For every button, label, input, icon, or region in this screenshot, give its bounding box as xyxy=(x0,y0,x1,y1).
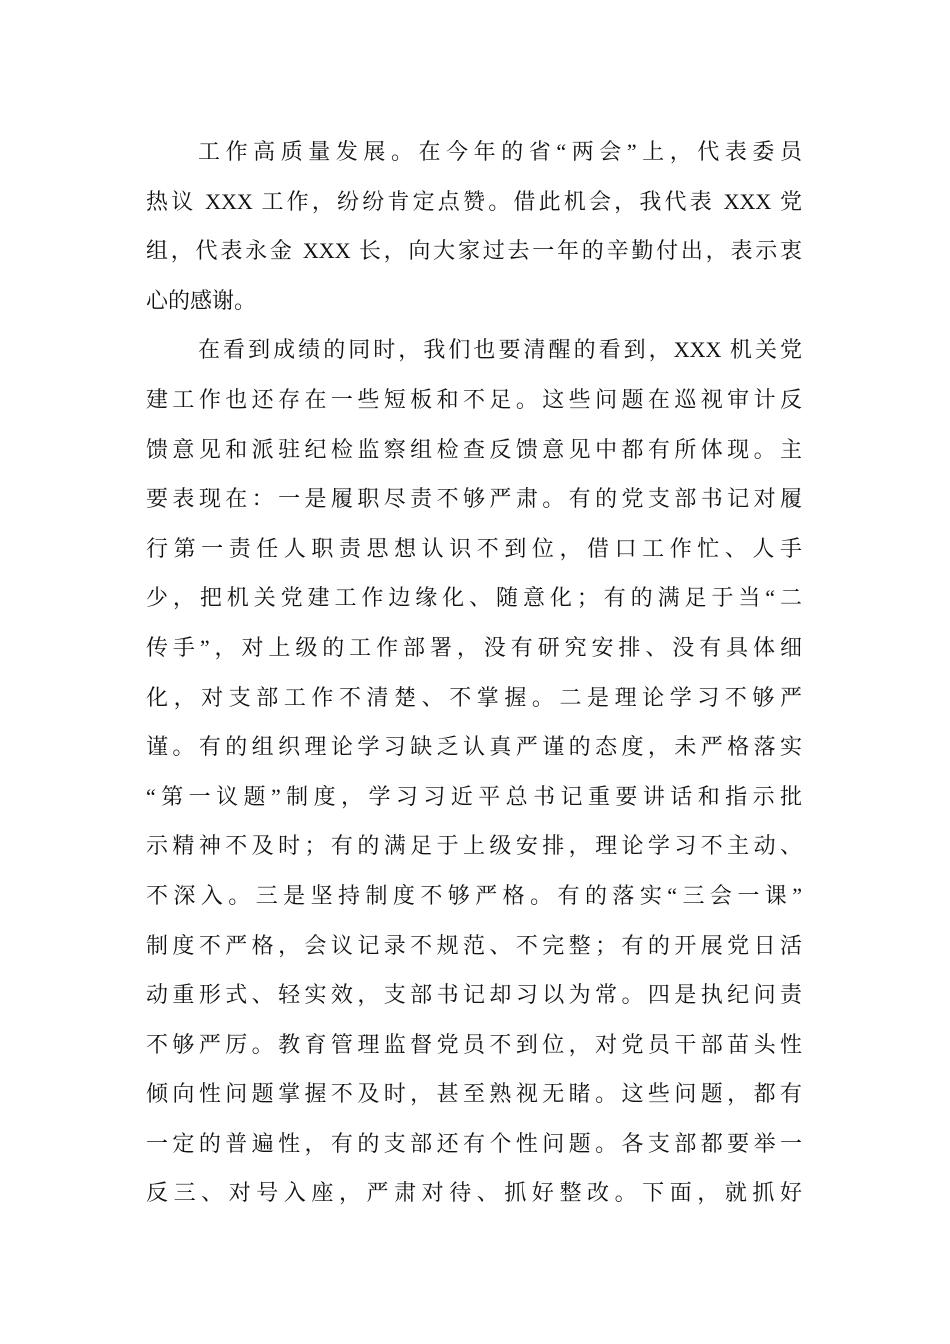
text-line: 工作高质量发展。在今年的省“两会”上，代表委员 xyxy=(198,139,802,164)
text-line: 制度不严格，会议记录不规范、不完整；有的开展党日活 xyxy=(146,932,802,958)
paragraph-shortcomings xyxy=(146,325,802,1218)
text-line: 不深入。三是坚持制度不够严格。有的落实“三会一课” xyxy=(146,882,802,908)
text-line: 传手”，对上级的工作部署，没有研究安排、没有具体细 xyxy=(146,634,802,660)
text-line: 行第一责任人职责思想认识不到位，借口工作忙、人手 xyxy=(146,535,802,561)
text-line: 反三、对号入座，严肃对待、抓好整改。下面，就抓好 xyxy=(146,1180,802,1206)
text-line: 不够严厉。教育管理监督党员不到位，对党员干部苗头性 xyxy=(146,1031,802,1057)
text-line: 要表现在：一是履职尽责不够严肃。有的党支部书记对履 xyxy=(146,486,802,512)
text-line: 动重形式、轻实效，支部书记却习以为常。四是执纪问责 xyxy=(146,982,802,1008)
paragraph-achievements xyxy=(146,127,802,325)
text-line: 热议 XXX 工作，纷纷肯定点赞。借此机会，我代表 XXX 党 xyxy=(146,188,802,214)
text-line: 一定的普遍性，有的支部还有个性问题。各支部都要举一 xyxy=(146,1130,802,1156)
text-line: 心的感谢。 xyxy=(146,287,257,313)
text-line: 馈意见和派驻纪检监察组检查反馈意见中都有所体现。主 xyxy=(146,436,802,462)
document-body xyxy=(146,127,802,1218)
text-line: 示精神不及时；有的满足于上级安排，理论学习不主动、 xyxy=(146,833,802,859)
text-line: “第一议题”制度，学习习近平总书记重要讲话和指示批 xyxy=(146,783,802,809)
text-line: 化，对支部工作不清楚、不掌握。二是理论学习不够严 xyxy=(146,684,802,710)
text-line: 建工作也还存在一些短板和不足。这些问题在巡视审计反 xyxy=(146,386,802,412)
text-line: 在看到成绩的同时，我们也要清醒的看到，XXX 机关党 xyxy=(198,337,802,363)
text-line: 倾向性问题掌握不及时，甚至熟视无睹。这些问题，都有 xyxy=(146,1081,802,1107)
text-line: 少，把机关党建工作边缘化、随意化；有的满足于当“二 xyxy=(146,585,802,611)
text-line: 组，代表永金 XXX 长，向大家过去一年的辛勤付出，表示衷 xyxy=(146,238,802,264)
text-line: 谨。有的组织理论学习缺乏认真严谨的态度，未严格落实 xyxy=(146,734,802,760)
